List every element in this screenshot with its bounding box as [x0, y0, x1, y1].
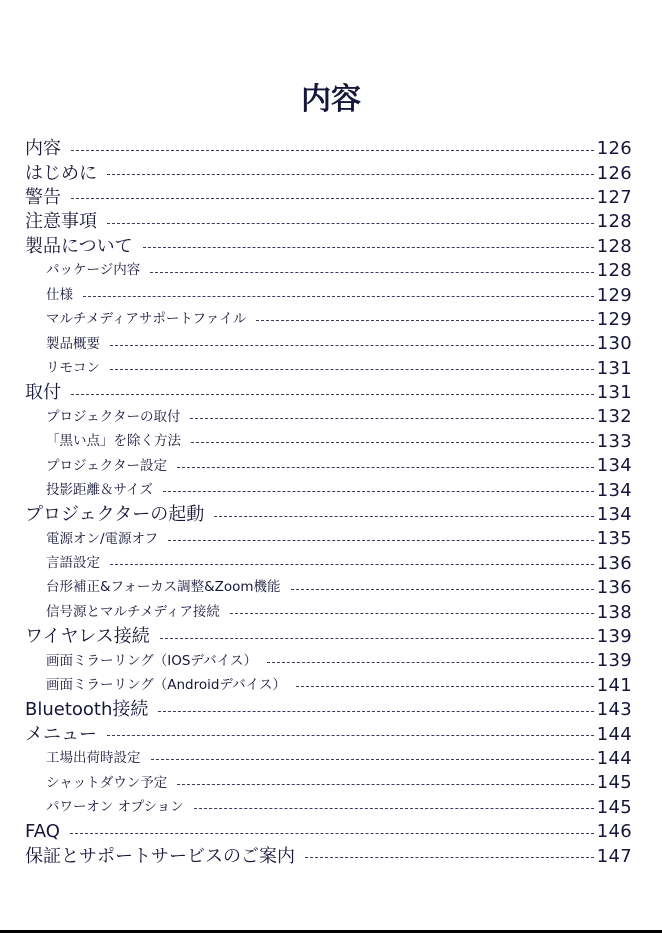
toc-subentry[interactable] — [0, 576, 662, 600]
toc-leader-dashes — [177, 467, 594, 468]
toc-entry[interactable] — [0, 186, 662, 210]
toc-entry-label: パッケージ内容 — [46, 262, 141, 279]
toc-page-number: 130 — [596, 333, 632, 355]
toc-entry[interactable] — [0, 161, 662, 185]
toc-leader-dashes — [291, 589, 594, 590]
toc-page-number: 138 — [596, 601, 632, 623]
toc-leader-dashes — [143, 247, 594, 248]
toc-page-number: 132 — [596, 406, 632, 428]
toc-leader-dashes — [158, 711, 593, 712]
toc-entry-label: 注意事項 — [25, 211, 97, 233]
toc-entry[interactable] — [0, 820, 662, 844]
toc-entry-label: 保証とサポートサービスのご案内 — [25, 845, 295, 867]
toc-entry-label: マルチメディアサポートファイル — [46, 311, 247, 328]
toc-page-number: 127 — [596, 186, 632, 208]
toc-leader-dashes — [107, 735, 594, 736]
toc-entry-label: 電源オン/電源オフ — [46, 530, 159, 547]
toc-page-number: 144 — [596, 723, 632, 745]
toc-entry[interactable] — [0, 235, 662, 259]
toc-leader-dashes — [71, 150, 594, 151]
toc-entry[interactable] — [0, 722, 662, 746]
toc-entry-label: プロジェクター設定 — [46, 457, 167, 474]
toc-leader-dashes — [214, 516, 593, 517]
toc-entry-label: Bluetooth接続 — [25, 699, 149, 721]
toc-page-number: 139 — [596, 650, 632, 672]
toc-subentry[interactable] — [0, 674, 662, 698]
table-of-contents — [0, 137, 662, 869]
toc-page-number: 129 — [596, 308, 632, 330]
toc-subentry[interactable] — [0, 405, 662, 429]
toc-subentry[interactable] — [0, 747, 662, 771]
toc-entry-label: ワイヤレス接続 — [25, 626, 150, 647]
toc-entry-label: 仕様 — [46, 286, 73, 303]
toc-subentry[interactable] — [0, 308, 662, 332]
toc-leader-dashes — [194, 808, 594, 809]
toc-page-number: 126 — [596, 162, 632, 184]
toc-entry-label: パワーオン オプション — [46, 798, 184, 815]
toc-page-number: 134 — [596, 455, 632, 477]
toc-page-number: 143 — [596, 699, 632, 721]
toc-page-number: 145 — [596, 796, 632, 818]
toc-page-number: 141 — [596, 674, 632, 696]
toc-entry-label: 製品概要 — [46, 335, 100, 352]
toc-leader-dashes — [191, 442, 594, 443]
toc-entry-label: プロジェクターの取付 — [46, 408, 181, 425]
toc-leader-dashes — [107, 223, 594, 224]
toc-page-number: 147 — [596, 845, 632, 867]
toc-entry[interactable] — [0, 844, 662, 868]
toc-entry-label: 取付 — [25, 382, 61, 404]
toc-leader-dashes — [177, 784, 594, 785]
toc-page-number: 135 — [596, 528, 632, 550]
toc-entry-label: 画面ミラーリング（Androidデバイス） — [46, 677, 286, 694]
toc-page-number: 144 — [596, 747, 632, 769]
toc-leader-dashes — [150, 272, 594, 273]
toc-leader-dashes — [110, 564, 594, 565]
toc-entry-label: 投影距離＆サイズ — [46, 481, 153, 498]
toc-page-number: 133 — [596, 430, 632, 452]
toc-entry-label: 警告 — [25, 186, 61, 208]
toc-subentry[interactable] — [0, 600, 662, 624]
toc-page-number: 136 — [596, 577, 632, 599]
toc-page-number: 145 — [596, 772, 632, 794]
toc-leader-dashes — [168, 540, 594, 541]
toc-leader-dashes — [190, 418, 593, 419]
toc-page-number: 128 — [596, 235, 632, 257]
toc-entry[interactable] — [0, 210, 662, 234]
toc-subentry[interactable] — [0, 430, 662, 454]
toc-subentry[interactable] — [0, 649, 662, 673]
toc-entry-label: メニュー — [25, 723, 97, 745]
toc-entry-label: FAQ — [25, 821, 60, 843]
toc-entry-label: 台形補正&フォーカス調整&Zoom機能 — [46, 579, 281, 596]
toc-subentry[interactable] — [0, 357, 662, 381]
toc-entry[interactable] — [0, 625, 662, 649]
toc-leader-dashes — [107, 174, 594, 175]
toc-leader-dashes — [70, 833, 594, 834]
toc-entry[interactable] — [0, 381, 662, 405]
toc-leader-dashes — [110, 369, 594, 370]
toc-subentry[interactable] — [0, 454, 662, 478]
toc-leader-dashes — [110, 345, 594, 346]
toc-subentry[interactable] — [0, 527, 662, 551]
toc-entry-label: はじめに — [25, 162, 97, 184]
toc-subentry[interactable] — [0, 283, 662, 307]
toc-page-number: 128 — [596, 211, 632, 233]
toc-leader-dashes — [160, 638, 594, 639]
toc-entry[interactable] — [0, 137, 662, 161]
toc-subentry[interactable] — [0, 478, 662, 502]
toc-page-number: 139 — [596, 626, 632, 647]
toc-subentry[interactable] — [0, 259, 662, 283]
toc-page-number: 134 — [596, 504, 632, 526]
toc-entry[interactable] — [0, 503, 662, 527]
toc-page-number: 128 — [596, 260, 632, 282]
toc-entry-label: プロジェクターの起動 — [25, 504, 205, 526]
toc-page-number: 126 — [596, 138, 632, 160]
toc-entry-label: 「黒い点」を除く方法 — [46, 433, 181, 450]
page-title: 内容 — [301, 82, 361, 117]
toc-leader-dashes — [71, 198, 594, 199]
toc-leader-dashes — [296, 686, 594, 687]
toc-entry-label: 信号源とマルチメディア接続 — [46, 603, 220, 620]
toc-subentry[interactable] — [0, 796, 662, 820]
toc-subentry[interactable] — [0, 332, 662, 356]
toc-subentry[interactable] — [0, 552, 662, 576]
toc-page-number: 129 — [596, 284, 632, 306]
toc-entry-label: 工場出荷時設定 — [46, 750, 141, 767]
toc-subentry[interactable] — [0, 771, 662, 795]
toc-page-number: 131 — [596, 382, 632, 404]
toc-leader-dashes — [256, 320, 594, 321]
toc-leader-dashes — [230, 613, 594, 614]
toc-leader-dashes — [71, 394, 594, 395]
toc-entry-label: 製品について — [25, 235, 133, 257]
toc-page-number: 134 — [596, 479, 632, 501]
toc-leader-dashes — [151, 759, 594, 760]
toc-entry[interactable] — [0, 698, 662, 722]
toc-entry-label: 内容 — [25, 138, 61, 160]
toc-leader-dashes — [267, 662, 594, 663]
toc-leader-dashes — [305, 857, 594, 858]
toc-entry-label: 画面ミラーリング（IOSデバイス） — [46, 652, 257, 669]
toc-page-number: 131 — [596, 357, 632, 379]
toc-page-number: 146 — [596, 821, 632, 843]
toc-leader-dashes — [163, 491, 594, 492]
toc-entry-label: 言語設定 — [46, 555, 100, 572]
toc-leader-dashes — [83, 296, 594, 297]
toc-entry-label: リモコン — [46, 359, 100, 376]
toc-entry-label: シャットダウン予定 — [46, 774, 168, 791]
toc-page-number: 136 — [596, 552, 632, 574]
